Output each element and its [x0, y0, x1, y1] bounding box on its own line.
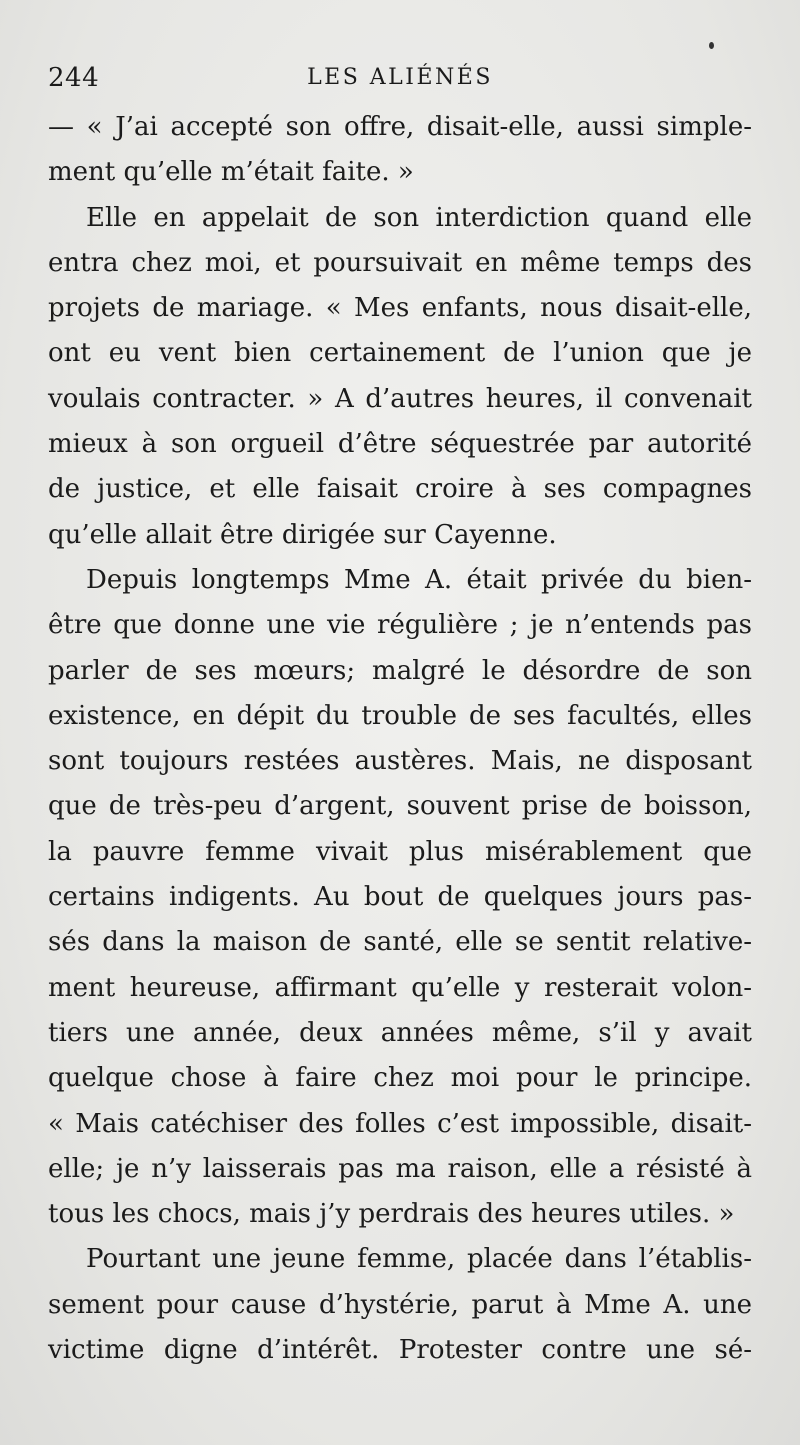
page-header: [48, 55, 752, 105]
text-line: être que donne une vie régulière ; je n’entends pas: [48, 610, 752, 641]
book-page: [48, 55, 752, 1373]
text-line: de justice, et elle faisait croire à ses compagnes: [48, 474, 752, 505]
text-line: elle; je n’y laisserais pas ma raison, elle a résisté à: [48, 1153, 752, 1184]
text-line: sont toujours restées austères. Mais, ne disposant: [48, 746, 752, 777]
text-line: ment qu’elle m’était faite. »: [48, 157, 414, 188]
running-title: LES ALIÉNÉS: [307, 65, 493, 90]
text-line: projets de mariage. « Mes enfants, nous disait-elle,: [48, 293, 752, 324]
text-line: existence, en dépit du trouble de ses facultés, elles: [48, 700, 752, 731]
page-number: 244: [48, 63, 100, 93]
text-line: ment heureuse, affirmant qu’elle y resterait volon-: [48, 972, 752, 1003]
text-line: voulais contracter. » A d’autres heures, il convenait: [48, 383, 752, 414]
text-line: mieux à son orgueil d’être séquestrée par autorité: [48, 429, 752, 460]
text-line: — « J’ai accepté son offre, disait-elle, aussi simple-: [48, 112, 752, 142]
ink-speck: [709, 42, 714, 49]
body-text: [48, 105, 752, 1373]
text-line: la pauvre femme vivait plus misérablement que: [48, 836, 752, 867]
text-line: parler de ses mœurs; malgré le désordre de son: [48, 655, 752, 686]
text-line: victime digne d’intérêt. Protester contre une sé-: [48, 1335, 752, 1366]
text-line: sés dans la maison de santé, elle se sentit relative-: [48, 927, 752, 958]
text-line: sement pour cause d’hystérie, parut à Mme A. une: [48, 1289, 752, 1320]
text-line: ont eu vent bien certainement de l’union que je: [48, 338, 752, 369]
text-line: certains indigents. Au bout de quelques jours pas-: [48, 882, 752, 913]
text-line: tiers une année, deux années même, s’il y avait: [48, 1017, 752, 1048]
text-line: entra chez moi, et poursuivait en même temps des: [48, 247, 752, 278]
text-line: que de très-peu d’argent, souvent prise de boisson,: [48, 791, 752, 822]
text-line: quelque chose à faire chez moi pour le principe.: [48, 1063, 752, 1094]
text-line: qu’elle allait être dirigée sur Cayenne.: [48, 519, 557, 550]
text-line: Pourtant une jeune femme, placée dans l’établis-: [86, 1244, 752, 1275]
text-line: « Mais catéchiser des folles c’est impossible, disait-: [48, 1108, 752, 1139]
text-line: Depuis longtemps Mme A. était privée du bien-: [86, 564, 752, 595]
text-line: Elle en appelait de son interdiction quand elle: [86, 202, 752, 233]
text-line: tous les chocs, mais j’y perdrais des heures utiles. »: [48, 1199, 735, 1230]
